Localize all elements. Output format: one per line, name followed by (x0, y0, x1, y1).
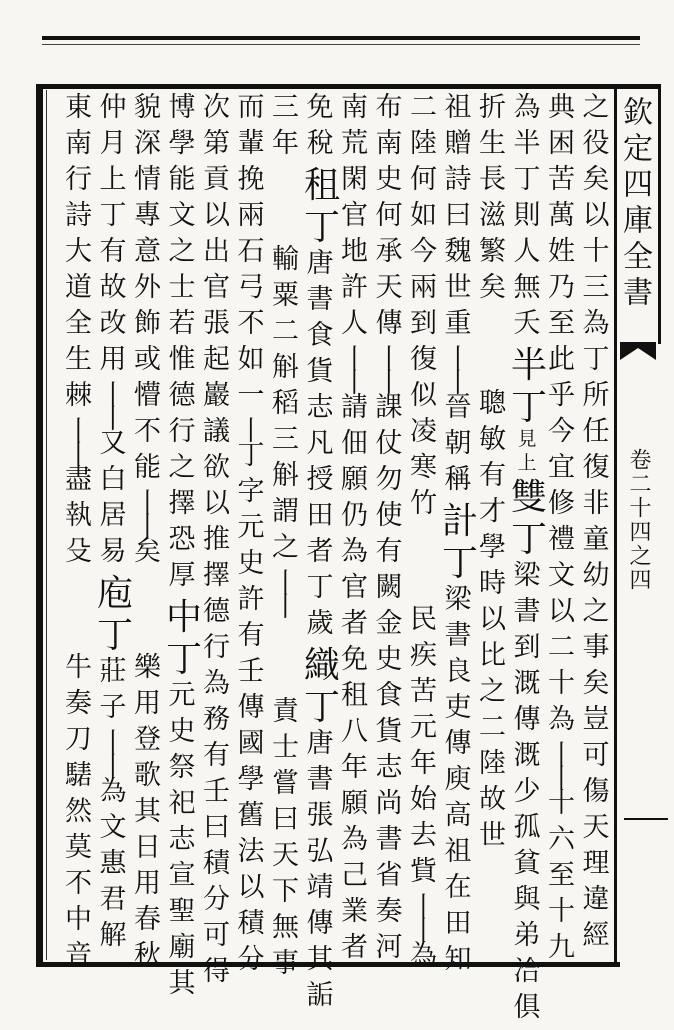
text-column (442, 92, 479, 982)
text-column (63, 94, 95, 978)
headword: 半 丁 (511, 345, 548, 428)
margin-outer-border (658, 84, 661, 344)
body-text: 元 史 祭 祀 志 宣 聖 廟 其 (168, 680, 196, 999)
headword: 雙 丁 (511, 477, 548, 560)
text-column (511, 92, 548, 1030)
body-text: 典 困 苦 萬 姓 乃 至 此 乎 今 宜 修 禮 文 以 二 十 為 丨 丨 十 六 至 十 九 (548, 92, 575, 963)
text-column (580, 94, 612, 958)
body-text: 莊 子 丨 丨 為 文 惠 君 解 (99, 656, 127, 951)
body-text: 為 半 丁 則 人 無 夭 (513, 92, 541, 339)
column-gap (270, 168, 302, 242)
headword: 計 丁 (442, 501, 479, 584)
frame-left-border (36, 84, 43, 967)
text-column (408, 94, 440, 978)
body-text: 責 士 嘗 曰 天 下 無 事 (272, 696, 299, 979)
column-gap (63, 576, 95, 650)
body-text: 梁 書 良 吏 傳 庾 高 祖 在 田 知 (444, 584, 472, 975)
margin-juan: 卷二十四之四 (626, 448, 651, 592)
body-text: 民 疾 苦 元 年 始 去 貲 丨 丨 為 (410, 604, 437, 971)
body-text: 布 南 史 何 承 天 傳 丨 丨 課 仗 勿 使 有 闕 金 史 食 貨 志 尚 書 省 奏 河 (375, 92, 403, 963)
frame-top-border (38, 84, 660, 89)
top-rule-thin (42, 44, 640, 45)
body-text: 梁 書 到 溉 傳 溉 少 孤 貧 與 弟 洽 俱 (513, 560, 541, 1023)
text-column (546, 94, 578, 970)
text-column (235, 94, 267, 982)
fishtail-icon (620, 338, 656, 374)
text-column (201, 94, 233, 994)
text-column (270, 94, 302, 986)
headword: 租 丁 (304, 165, 341, 248)
text-column (166, 92, 203, 1006)
body-text: 南 荒 閑 官 地 許 人 丨 丨 請 佃 願 仍 為 官 者 免 租 八 年 願 為 己 業 者 (341, 92, 368, 963)
body-text: 三 年 (272, 92, 299, 159)
body-text: 唐 書 食 貨 志 凡 授 田 者 丁 歲 (306, 248, 334, 639)
text-column (477, 94, 509, 858)
body-text: 聰 敏 有 才 學 時 以 比 之 二 陸 故 世 (479, 388, 506, 851)
body-text: 樂 用 登 歌 其 日 用 春 秋 (134, 652, 161, 971)
body-text: 之 役 矣 以 十 三 為 丁 所 任 復 非 童 幼 之 事 矣 豈 可 傷 天 理 違 經 (582, 92, 610, 951)
frame-left-inner-line (46, 90, 47, 960)
body-text: 祖 贈 詩 曰 魏 世 重 丨 丨 晉 朝 稱 (444, 92, 472, 495)
body-text: 東 南 行 詩 大 道 全 生 棘 丨 丨 盡 執 殳 (65, 92, 92, 567)
column-gap (132, 576, 164, 650)
body-text: 次 第 貢 以 出 官 張 起 巖 議 欲 以 推 擇 德 行 為 務 有 壬 曰 積 分 可 得 (203, 92, 230, 987)
body-text: 而 輩 挽 兩 石 弓 不 如 一 丨 丁 字 元 史 許 有 壬 傳 國 學 舊 法 以 積 分 (237, 92, 265, 975)
margin-title: 欽定四庫全書 (617, 96, 652, 312)
body-text: 折 生 長 滋 繁 矣 (479, 92, 506, 303)
text-column (304, 92, 341, 1018)
headword: 庖 丁 (97, 573, 134, 656)
body-text: 免 稅 (306, 92, 334, 159)
body-text: 二 陸 何 如 今 兩 到 復 似 凌 寒 竹 (410, 92, 437, 519)
text-column (339, 94, 371, 970)
note-text: 見 上 (517, 428, 537, 474)
column-gap (477, 312, 509, 386)
text-column (97, 92, 134, 958)
text-column (373, 94, 405, 970)
body-text: 牛 奏 刀 騞 然 莫 不 中 音 (65, 652, 92, 971)
headword: 中 丁 (166, 597, 203, 680)
edge-mark (624, 818, 668, 820)
body-text: 仲 月 上 丁 有 故 改 用 丨 丨 又 白 居 易 (99, 92, 127, 567)
body-text: 博 學 能 文 之 士 若 惟 德 行 之 擇 恐 厚 (168, 92, 196, 591)
body-text: 輸 粟 二 斛 稻 三 斛 謂 之 丨 丨 (272, 244, 299, 623)
top-rule (42, 36, 640, 40)
column-gap (270, 620, 302, 694)
column-gap (408, 528, 440, 602)
headword: 織 丁 (304, 645, 341, 728)
text-column (132, 94, 164, 978)
body-text: 貌 深 情 專 意 外 飾 或 懵 不 能 丨 丨 矣 (134, 92, 161, 567)
body-text: 唐 書 張 弘 靖 傳 其 詬 (306, 728, 334, 1011)
